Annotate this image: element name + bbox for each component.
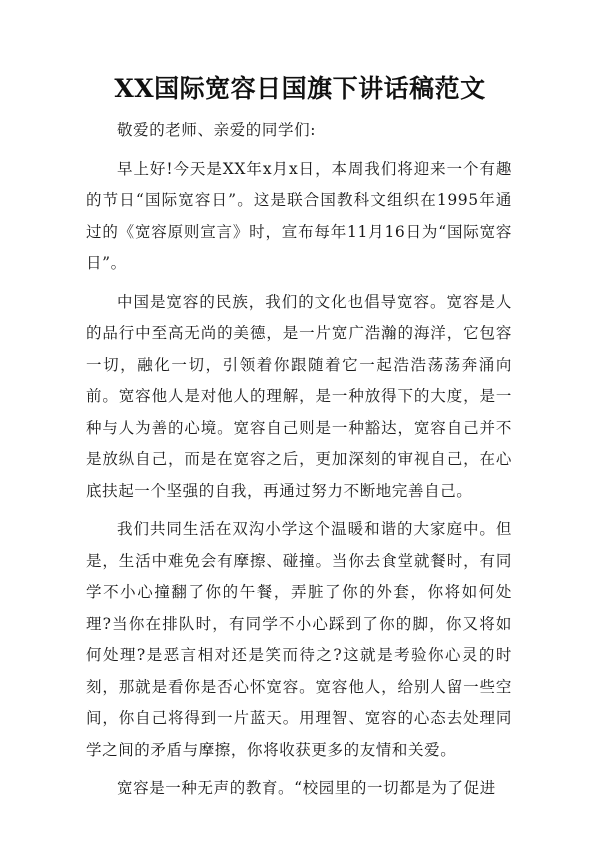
document-title: XX国际宽容日国旗下讲话稿范文 [114,74,486,103]
paragraph-greeting: 敬爱的老师、亲爱的同学们: [117,121,317,139]
paragraph-3: 我们共同生活在双沟小学这个温暖和谐的大家庭中。但是，生活中难免会有摩擦、碰撞。当你去食堂就餐时，有同学不小心撞翻了你的午餐，弄脏了你的外套，你将如何处理?当你在排队时，有同学不小心踩到了你的脚，你又将如何处理?是恶言相对还是笑而待之?这就是考验你心灵的时刻，那就是看你是否心怀宽容。宽容他人，给别人留一些空间，你自己将得到一片蓝天。用理智、宽容的心态去处理同学之间的矛盾与摩擦，你将收获更多的友情和关爱。 [86,520,512,759]
paragraph-1: 早上好!今天是XX年x月x日，本周我们将迎来一个有趣的节日“国际宽容日”。这是联合国教科文组织在1995年通过的《宽容原则宣言》时，宣布每年11月16日为“国际宽容日”。 [86,159,512,272]
paragraph-4: 宽容是一种无声的教育。“校园里的一切都是为了促进 [117,779,496,797]
paragraph-2: 中国是宽容的民族，我们的文化也倡导宽容。宽容是人的品行中至高无尚的美德，是一片宽广浩瀚的海洋，它包容一切，融化一切，引领着你跟随着它一起浩浩荡荡奔涌向前。宽容他人是对他人的理解，是一种放得下的大度，是一种与人为善的心境。宽容自己则是一种豁达，宽容自己并不是放纵自己，而是在宽容之后，更加深刻的审视自己，在心底扶起一个坚强的自我，再通过努力不断地完善自己。 [86,292,512,500]
document-body [86,115,512,805]
